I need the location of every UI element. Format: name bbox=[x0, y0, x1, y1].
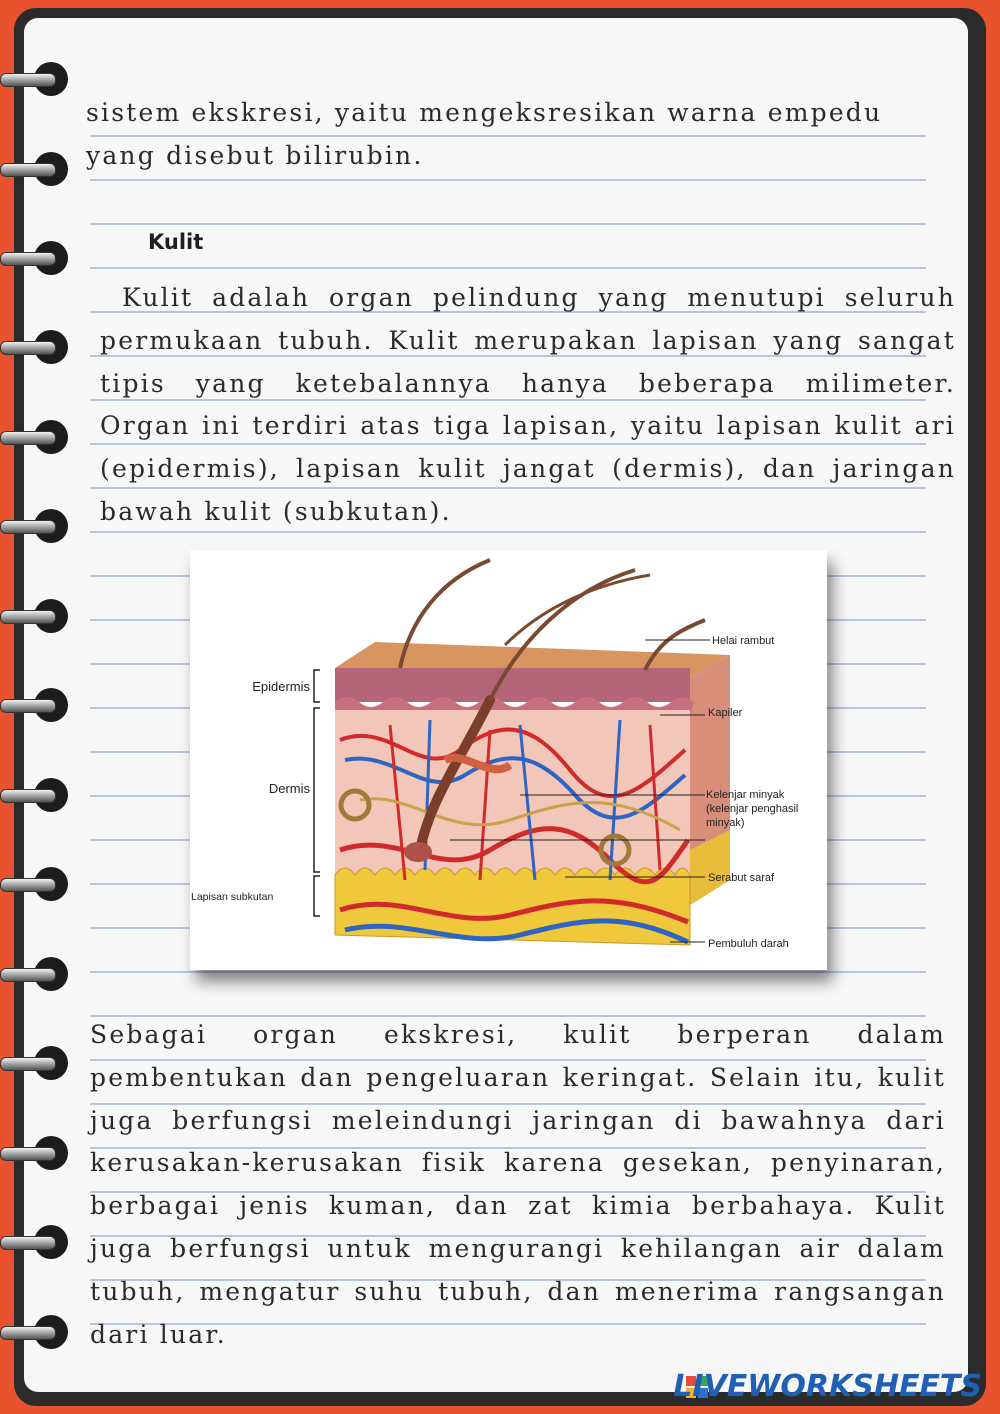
spiral-ring bbox=[0, 420, 70, 454]
label-serabut-saraf: Serabut saraf bbox=[708, 872, 775, 884]
paragraph-intro: sistem ekskresi, yaitu mengeksresikan warna empedu yang disebut bilirubin. bbox=[86, 98, 883, 170]
label-kapiler: Kapiler bbox=[708, 707, 743, 719]
spiral-ring bbox=[0, 509, 70, 543]
dermis-layer bbox=[335, 710, 690, 875]
label-kelenjar-minyak-line2: (kelenjar penghasil bbox=[706, 803, 799, 815]
spiral-ring bbox=[0, 688, 70, 722]
skin-diagram-svg bbox=[190, 550, 827, 970]
label-kelenjar-minyak-line3: minyak) bbox=[706, 817, 745, 829]
skin-diagram bbox=[190, 550, 827, 970]
label-epidermis: Epidermis bbox=[252, 679, 310, 694]
spiral-ring bbox=[0, 330, 70, 364]
spiral-ring bbox=[0, 241, 70, 275]
section-heading-kulit: Kulit bbox=[148, 230, 204, 254]
label-subkutan: Lapisan subkutan bbox=[191, 891, 274, 903]
ruled-line bbox=[90, 267, 926, 269]
ruled-line bbox=[90, 179, 926, 181]
spiral-ring bbox=[0, 599, 70, 633]
spiral-ring bbox=[0, 1225, 70, 1259]
spiral-ring bbox=[0, 152, 70, 186]
watermark: LIVEWORKSHEETS bbox=[673, 1369, 982, 1404]
label-pembuluh-darah: Pembuluh darah bbox=[708, 938, 789, 950]
spiral-ring bbox=[0, 778, 70, 812]
spiral-ring bbox=[0, 62, 70, 96]
ruled-line bbox=[90, 223, 926, 225]
label-dermis: Dermis bbox=[268, 781, 310, 796]
spiral-ring bbox=[0, 1136, 70, 1170]
spiral-ring bbox=[0, 867, 70, 901]
spiral-ring bbox=[0, 957, 70, 991]
epidermis-layer bbox=[335, 668, 690, 702]
label-helai-rambut: Helai rambut bbox=[712, 635, 775, 647]
spiral-ring bbox=[0, 1046, 70, 1080]
paragraph-ekskresi: Sebagai organ ekskresi, kulit berperan dalam pembentukan dan pengeluaran keringat. Selain itu, kulit juga berfungsi meleindungi jaringan di bawahnya dari kerusakan-kerusakan fisik karena gesekan, penyinaran, berbagai jenis kuman, dan zat kimia berbahaya. Kulit juga berfungsi untuk mengurangi kehilangan air dalam tubuh, mengatur suhu tubuh, dan menerima rangsangan dari luar. bbox=[90, 1020, 946, 1349]
spiral-ring bbox=[0, 1315, 70, 1349]
ruled-line bbox=[90, 971, 926, 973]
label-kelenjar-minyak: Kelenjar minyak bbox=[706, 789, 785, 801]
paragraph-kulit: Kulit adalah organ pelindung yang menutupi seluruh permukaan tubuh. Kulit merupakan lapisan yang sangat tipis yang ketebalannya hanya beberapa milimeter. Organ ini terdiri atas tiga lapisan, yaitu lapisan kulit ari (epidermis), lapisan kulit jangat (dermis), dan jaringan bawah kulit (subkutan). bbox=[100, 283, 956, 526]
